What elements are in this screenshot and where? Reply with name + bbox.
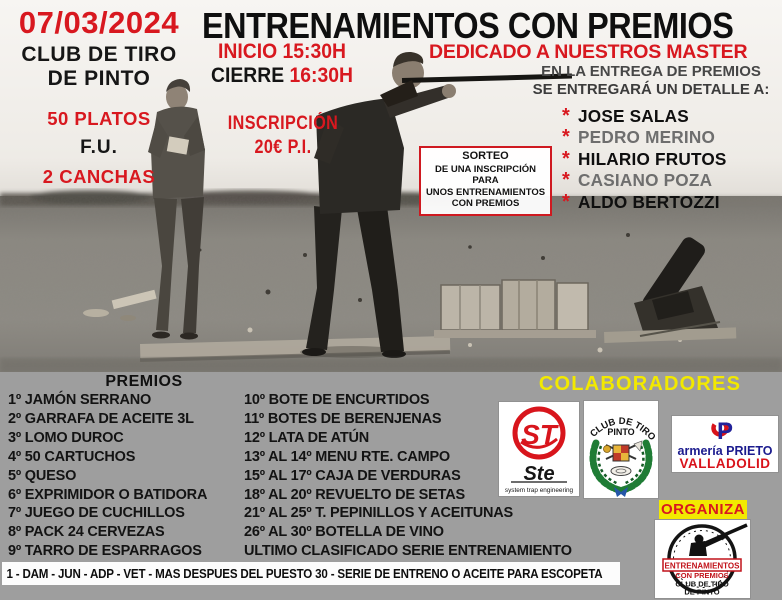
asterisk-bullet: * — [562, 190, 570, 213]
modality: F.U. — [80, 136, 118, 158]
prize-item: 1º JAMÓN SERRANO — [8, 392, 152, 408]
master-name: * PEDRO MERINO — [562, 126, 716, 149]
asterisk-bullet: * — [562, 169, 570, 192]
prize-item: 10º BOTE DE ENCURTIDOS — [244, 392, 430, 408]
badge-line1: ENTRENAMIENTOS — [664, 561, 740, 571]
asterisk-bullet: * — [562, 147, 570, 170]
prize-item: ULTIMO CLASIFICADO SERIE ENTRENAMIENTO — [244, 543, 572, 560]
clay-target-icon — [611, 467, 631, 476]
prize-item: 6º EXPRIMIDOR O BATIDORA — [8, 486, 208, 503]
prize-item: 3º LOMO DUROC — [8, 429, 124, 446]
inscription-fee: INSCRIPCIÓN 20€ P.I. — [227, 113, 339, 158]
schedule — [206, 40, 357, 86]
prize-item: 21º AL 25º T. PEPINILLOS Y ACEITUNAS — [244, 505, 514, 522]
armeria-monogram: P — [716, 418, 734, 445]
organiza-header: ORGANIZA — [661, 501, 745, 518]
prize-item: 11º BOTES DE BERENJENAS — [244, 410, 442, 427]
club-tiro-pinto-logo — [584, 401, 658, 498]
dedication-title: DEDICADO A NUESTROS MASTER — [429, 41, 748, 63]
canchas-count: 2 CANCHAS — [42, 165, 156, 187]
prize-item: 4º 50 CARTUCHOS — [8, 448, 136, 465]
close-time: CIERRE 16:30H — [211, 62, 353, 87]
master-name: * CASIANO POZA — [562, 169, 713, 192]
master-name: * ALDO BERTOZZI — [562, 190, 720, 213]
prize-item: 5º QUESO — [8, 467, 77, 484]
prizes-column-left — [8, 391, 207, 561]
badge-line2: CON PREMIOS — [675, 571, 729, 580]
collaborators-header: COLABORADORES — [538, 373, 742, 395]
prize-item: 26º AL 30º BOTELLA DE VINO — [244, 524, 444, 541]
armeria-city: VALLADOLID — [679, 456, 771, 471]
badge-line4: DE PINTO — [684, 587, 720, 597]
dedication-subtitle: EN LA ENTREGA DE PREMIOS SE ENTREGARÁ UN DETALLE A: — [532, 63, 770, 98]
ste-tagline: system trap engineering — [504, 487, 574, 494]
master-name: * JOSE SALAS — [562, 105, 689, 127]
event-date: 07/03/2024 — [18, 5, 180, 40]
ste-logo — [499, 402, 579, 496]
platos-count: 50 PLATOS — [47, 107, 151, 129]
event-title: ENTRENAMIENTOS CON PREMIOS — [202, 5, 734, 46]
asterisk-bullet: * — [562, 126, 570, 149]
club-logo-arc-text: CLUB DE TIRO — [588, 415, 658, 443]
ste-name: Ste — [523, 463, 555, 485]
club-logo-pinto-text: PINTO — [607, 427, 635, 437]
prize-item: 8º PACK 24 CERVEZAS — [8, 524, 165, 541]
master-name: * HILARIO FRUTOS — [562, 147, 727, 170]
prize-item: 12º LATA DE ATÚN — [244, 429, 370, 446]
badge-line3: CLUB DE TIRO — [675, 579, 729, 589]
prize-item: 13º AL 14º MENU RTE. CAMPO — [244, 448, 451, 465]
organiza-badge — [655, 520, 750, 598]
footer-note: 1 - DAM - JUN - ADP - VET - MAS DESPUES DEL PUESTO 30 - SERIE DE ENTRENO O ACEITE PARA ESCOPETA — [2, 562, 620, 585]
event-info-left — [0, 7, 198, 188]
armeria-prieto-logo — [672, 416, 778, 472]
armeria-name: armería PRIETO — [677, 444, 773, 458]
prize-item: 9º TARRO DE ESPARRAGOS — [8, 543, 202, 560]
masters-list — [562, 105, 727, 212]
ammo-crates — [434, 280, 596, 338]
prizes-header: PREMIOS — [105, 373, 183, 390]
ste-monogram: ST — [521, 419, 557, 450]
prize-item: 2º GARRAFA DE ACEITE 3L — [8, 410, 194, 427]
prize-item: 15º AL 17º CAJA DE VERDURAS — [244, 467, 461, 484]
club-crest-icon — [604, 441, 643, 476]
club-name: CLUB DE TIRO DE PINTO — [21, 42, 177, 90]
start-time: INICIO 15:30H — [218, 39, 346, 63]
raffle-box: SORTEO DE UNA INSCRIPCIÓN PARA UNOS ENTRENAMIENTOS CON PREMIOS — [419, 146, 552, 216]
asterisk-bullet: * — [562, 105, 570, 127]
prize-item: 18º AL 20º REVUELTO DE SETAS — [244, 486, 465, 503]
prize-item: 7º JUEGO DE CUCHILLOS — [8, 505, 185, 522]
